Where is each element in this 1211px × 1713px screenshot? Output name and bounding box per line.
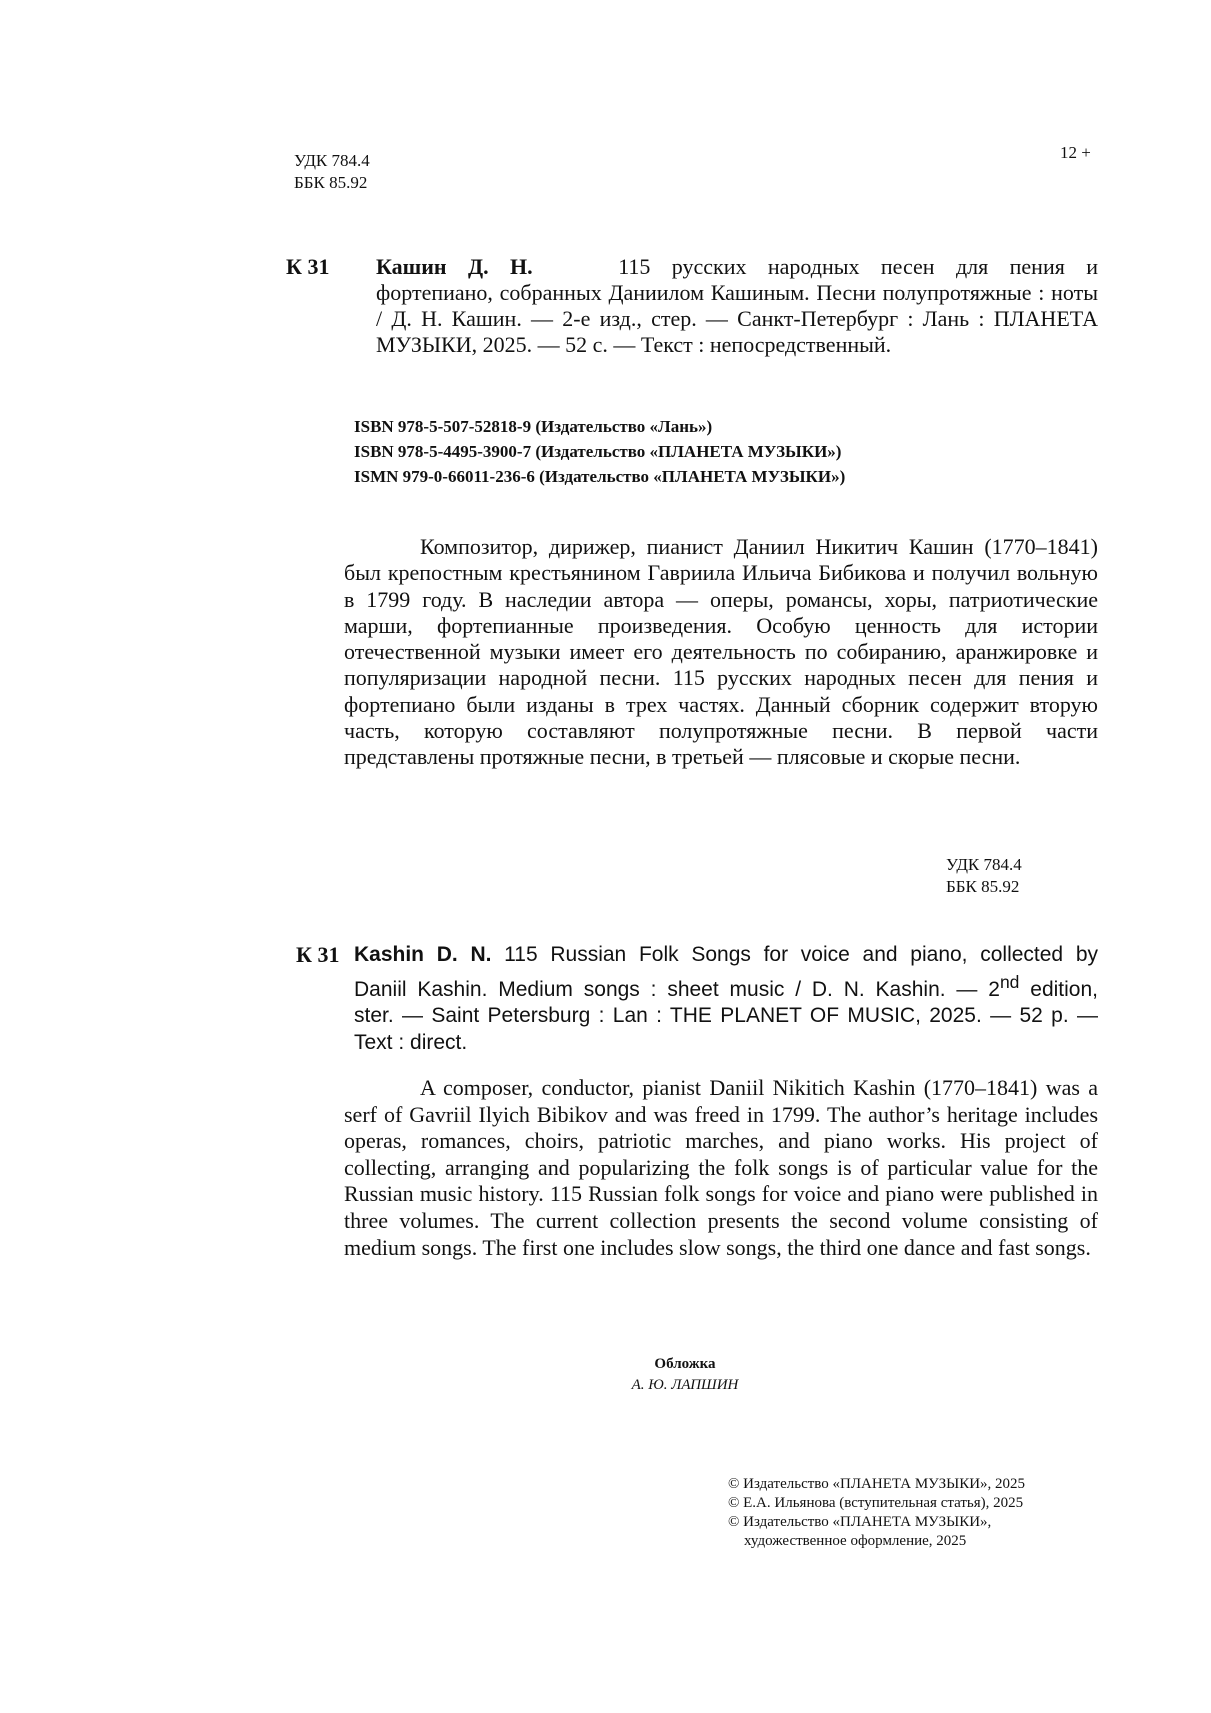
- author-name-en: Kashin D. N.: [354, 943, 492, 966]
- cover-credit: [0, 1354, 1211, 1396]
- classification-index-2: [946, 854, 1022, 898]
- entry-rest: фортепиано, собранных Даниилом Кашиным. Песни полупротяжные : ноты / Д. Н. Кашин. — 2-е изд., стер. — Санкт-Петербург : Лань : ПЛАНЕТА МУЗЫКИ, 2025. — 52 с. — Текст : непосредственный.: [376, 280, 1098, 357]
- isbn-list: [354, 414, 845, 489]
- bibliographic-entry-en: [296, 942, 1098, 1056]
- udk-code-2: УДК 784.4: [946, 855, 1022, 874]
- entry-line2-end: edition,: [1019, 977, 1098, 1001]
- classification-index: [294, 150, 370, 194]
- annotation-en: [344, 1075, 1098, 1261]
- entry-first-line-en: [354, 942, 1098, 969]
- entry-rest-en: ster. — Saint Petersburg : Lan : THE PLANET OF MUSIC, 2025. — 52 p. — Text : direct.: [354, 1004, 1098, 1054]
- copyright-line-4: художественное оформление, 2025: [744, 1533, 967, 1549]
- author-name: Кашин Д. Н.: [376, 254, 533, 279]
- annotation-en-text: A composer, conductor, pianist Daniil Nikitich Kashin (1770–1841) was a serf of Gavriil Ilyich Bibikov and was freed in 1799. The author’s heritage includes operas, romances, choirs, patriotic marches, and piano works. His project of collecting, arranging and popularizing the folk songs is of particular value for the Russian music history. 115 Russian folk songs for voice and piano were published in three volumes. The current collection presents the second volume consisting of medium songs. The first one includes slow songs, the third one dance and fast songs.: [344, 1075, 1098, 1260]
- bibliographic-entry-ru: [286, 254, 1098, 358]
- cover-artist: А. Ю. ЛАПШИН: [631, 1377, 739, 1393]
- author-mark: К 31: [286, 254, 330, 279]
- ismn-planeta: ISMN 979-0-66011-236-6 (Издательство «ПЛАНЕТА МУЗЫКИ»): [354, 467, 846, 486]
- title-start: 115 русских народных песен для пения и: [618, 254, 1098, 279]
- copyright-block: [728, 1475, 1025, 1551]
- entry-second-line-en: [354, 969, 1098, 1004]
- author-mark-en: К 31: [296, 942, 340, 967]
- cover-label: Обложка: [654, 1356, 716, 1372]
- edition-ordinal-sup: nd: [999, 971, 1020, 992]
- entry-line2-start: Daniil Kashin. Medium songs : sheet music / D. N. Kashin. — 2: [354, 977, 1000, 1001]
- bbk-code-2: ББК 85.92: [946, 877, 1020, 896]
- entry-text-en: [354, 942, 1098, 1056]
- udk-code: УДК 784.4: [294, 151, 370, 170]
- isbn-planeta: ISBN 978-5-4495-3900-7 (Издательство «ПЛАНЕТА МУЗЫКИ»): [354, 442, 842, 461]
- title-start-en: 115 Russian Folk Songs for voice and piano, collected by: [504, 943, 1099, 966]
- entry-first-line: [376, 254, 1098, 280]
- copyright-line-3: © Издательство «ПЛАНЕТА МУЗЫКИ»,: [728, 1514, 992, 1530]
- bbk-code: ББК 85.92: [294, 173, 368, 192]
- copyright-line-2: © Е.А. Ильянова (вступительная статья), 2025: [728, 1495, 1024, 1511]
- annotation-ru: [344, 534, 1098, 771]
- age-rating: 12 +: [1060, 143, 1091, 162]
- isbn-lan: ISBN 978-5-507-52818-9 (Издательство «Лань»): [354, 417, 713, 436]
- entry-text: [376, 254, 1098, 358]
- annotation-ru-text: Композитор, дирижер, пианист Даниил Никитич Кашин (1770–1841) был крепостным крестьянином Гавриила Ильича Бибикова и получил вольную в 1799 году. В наследии автора — оперы, романсы, хоры, патриотические марши, фортепианные произведения. Особую ценность для истории отечественной музыки имеет его деятельность по собиранию, аранжировке и популяризации народной песни. 115 русских народных песен для пения и фортепиано были изданы в трех частях. Данный сборник содержит вторую часть, которую составляют полупротяжные песни. В первой части представлены протяжные песни, в третьей — плясовые и скорые песни.: [344, 534, 1098, 770]
- copyright-line-1: © Издательство «ПЛАНЕТА МУЗЫКИ», 2025: [728, 1476, 1026, 1492]
